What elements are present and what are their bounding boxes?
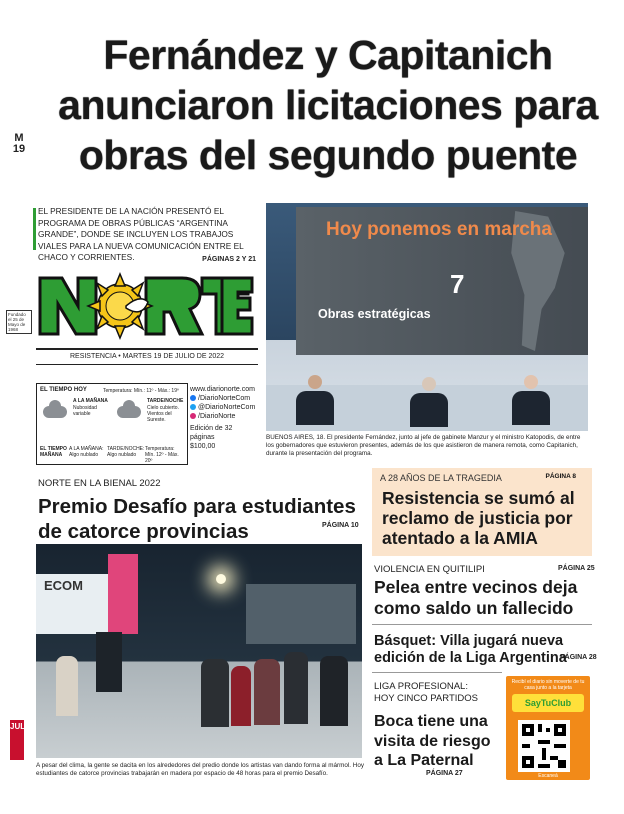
twitter-icon [190,404,196,410]
person-red [231,666,251,726]
person-white-coat [56,656,78,716]
screen-number: 7 [450,269,465,299]
weather-tomorrow-temps: Temperatura: Mín. 12º - Máx. 20º [145,446,179,464]
side-jul-tab [10,720,24,760]
weather-tomorrow-label: EL TIEMPO MAÑANA [40,446,67,458]
main-headline: Fernández y Capitanich anunciaron licitaciones para obras del segundo puente [58,32,598,178]
person-maroon [254,659,280,725]
lead-text: EL PRESIDENTE DE LA NACIÓN PRESENTÓ EL PROGRAMA DE OBRAS PÚBLICAS “ARGENTINA GRANDE”, DONDE SE INCLUYEN LOS TRABAJOS VIALES PARA LA NUEVA COMUNICACIÓN ENTRE EL CHACO Y CORRIENTES. [38,206,244,262]
quitilipi-kicker: VIOLENCIA EN QUITILIPI [374,564,485,575]
instagram-icon [190,413,196,419]
person-crowd [201,659,229,727]
pink-banner [108,554,138,634]
booth-sign: ECOM [44,578,83,593]
instagram-row [190,412,262,421]
facebook-icon [190,395,196,401]
amia-story[interactable] [372,468,592,556]
website-link[interactable]: www.diarionorte.com [190,386,255,393]
photo1-caption: BUENOS AIRES, 18. El presidente Fernández, junto al jefe de gabinete Manzur y el ministro Katopodis, de entre los gobernadores que estuvieron presentes, además de los que asistieron de manera remota, como Capitanich, durante la presentación del programa. [266,434,581,457]
jul-label: JUL [10,722,26,731]
weather-tomorrow-evening: TARDE/NOCHE: Algo nublado [107,446,145,458]
weather-morning-text: Nubosidad variable [73,405,97,417]
dateline: RESISTENCIA • MARTES 19 DE JULIO DE 2022 [36,348,258,365]
basquet-page: PÁGINA 28 [560,654,597,661]
facebook-row [190,394,262,403]
official-figure [296,391,334,425]
ad-top-text: Recibí el diario sin moverte de tu casa junto a la tarjeta [511,679,585,691]
side-date-marker [12,133,26,155]
side-month-letter: M [14,132,24,144]
premio-headline[interactable]: Premio Desafío para estudiantes de catorce provincias [38,495,356,543]
president-head [422,377,436,391]
contact-box [190,385,262,451]
cloud-icon [117,406,141,418]
person-black [320,656,348,726]
boca-kicker-2: HOY CINCO PARTIDOS [374,693,478,704]
weather-morning-label: A LA MAÑANA [73,398,108,404]
ad-bottom-text: Escaneá [538,773,558,779]
minister-head [524,375,538,389]
ticket-machine [96,632,122,692]
cloud-icon [43,406,67,418]
bienal-night-photo [36,544,362,758]
founding-note: Fundado el 25 de Mayo de 1968 [6,310,32,334]
amia-kicker: A 28 AÑOS DE LA TRAGEDIA [380,473,502,483]
photo2-caption: A pesar del clima, la gente se dacita en los alrededores del predio donde los artistas van dando forma al mármol. Hoy estudiantes de catorce provincias trabajarán en madera por espacio de 48 horas para el premio Desafío. [36,762,364,777]
person-dark [284,652,308,724]
lead-story [38,206,256,264]
norte-logo [36,268,258,342]
amia-headline: Resistencia se sumó al reclamo de justicia por atentado a la AMIA [382,488,575,548]
boca-kicker [374,681,478,705]
stage-structure [246,584,356,644]
weather-tomorrow-morning: A LA MAÑANA: Algo nublado [69,446,104,458]
official-head [308,375,322,389]
lead-accent-bar [33,208,36,250]
lead-pages: PÁGINAS 2 Y 21 [202,256,256,263]
weather-evening-text: Cielo cubierto. Vientos del Sureste. [147,405,179,423]
side-day-number: 19 [12,143,26,155]
price: $100,00 [190,443,216,450]
weather-evening-label: TARDE/NOCHE [147,398,184,404]
sun-icon [88,274,152,338]
screen-title: Hoy ponemos en marcha [326,219,552,240]
weather-title: EL TIEMPO HOY [40,387,87,393]
presentation-screen [296,207,588,355]
weather-temps: Temperatura: Mín.: 11º - Máx.: 19º [103,388,179,394]
street-light [216,574,226,584]
divider [372,624,592,625]
amia-page: PÁGINA 8 [545,473,576,480]
twitter-handle[interactable]: @DiarioNorteCom [198,404,256,411]
basquet-headline[interactable]: Básquet: Villa jugará nueva edición de la Liga Argentina [374,633,567,666]
quitilipi-headline[interactable]: Pelea entre vecinos deja como saldo un fallecido [374,577,578,618]
boca-headline[interactable]: Boca tiene una visita de riesgo a La Paternal [374,713,491,769]
qr-code-icon[interactable] [518,720,570,772]
edition-note: Edición de 32 páginas [190,425,233,441]
advertisement[interactable] [506,676,590,780]
ad-brand: SayTuClub [512,694,584,712]
facebook-handle[interactable]: /DiarioNorteCom [198,395,251,402]
premio-kicker: NORTE EN LA BIENAL 2022 [38,478,161,489]
president-figure [410,393,448,427]
premio-page: PÁGINA 10 [322,522,359,529]
screen-subtitle: Obras estratégicas [318,307,431,321]
boca-kicker-1: LIGA PROFESIONAL: [374,681,468,692]
presidential-event-photo [266,203,588,431]
weather-box [36,383,188,465]
divider [372,672,502,673]
quitilipi-page: PÁGINA 25 [558,565,595,572]
twitter-row [190,403,262,412]
minister-figure [512,391,550,425]
instagram-handle[interactable]: /DiarioNorte [198,413,236,420]
boca-page: PÁGINA 27 [426,770,463,777]
